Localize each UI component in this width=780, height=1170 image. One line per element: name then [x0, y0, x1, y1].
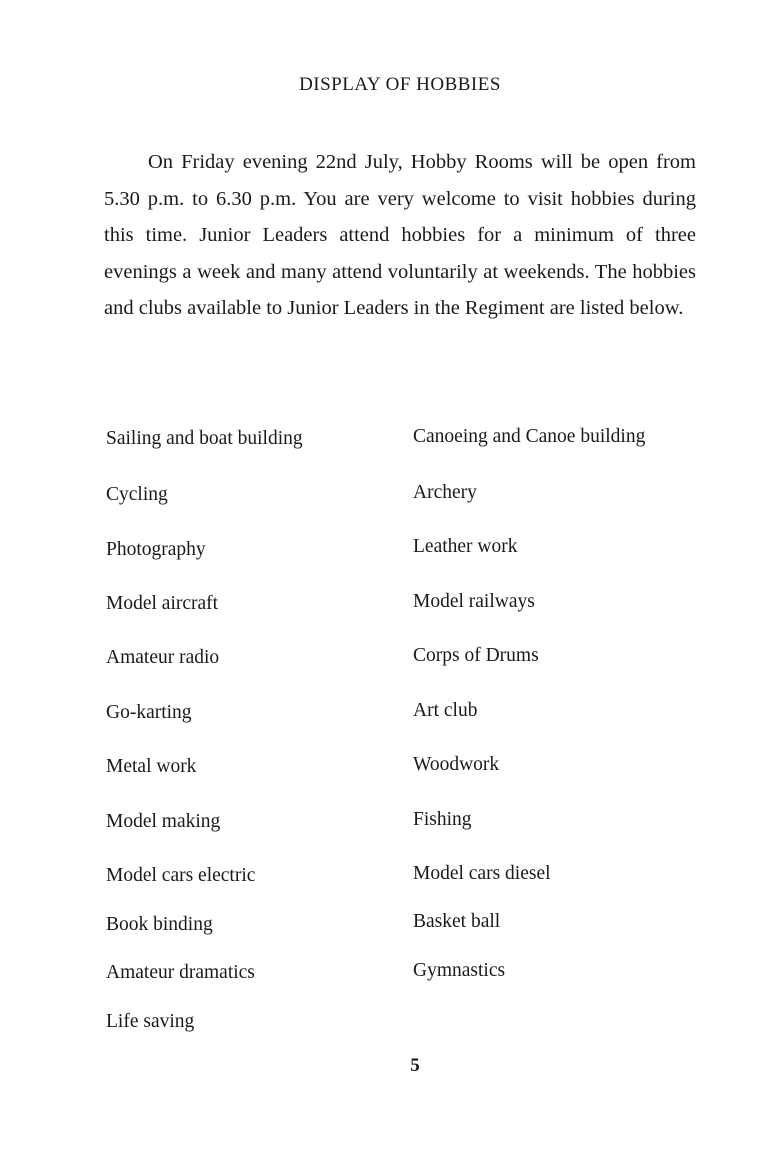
hobby-item: Book binding — [106, 914, 213, 935]
hobby-item: Leather work — [413, 536, 518, 557]
hobby-item: Model cars electric — [106, 865, 256, 886]
hobby-item: Go-karting — [106, 702, 192, 723]
hobby-item: Model aircraft — [106, 593, 219, 614]
hobby-item: Corps of Drums — [413, 645, 539, 666]
hobby-item: Amateur radio — [106, 647, 220, 668]
hobby-item: Amateur dramatics — [106, 962, 255, 983]
hobby-item: Woodwork — [413, 754, 500, 775]
hobby-item: Photography — [106, 539, 206, 560]
page-title: DISPLAY OF HOBBIES — [299, 74, 501, 95]
hobby-item: Cycling — [106, 484, 168, 505]
hobby-item: Metal work — [106, 756, 197, 777]
hobby-item: Canoeing and Canoe building — [413, 426, 646, 447]
hobby-item: Art club — [413, 700, 478, 721]
hobby-item: Model making — [106, 811, 221, 832]
hobby-item: Sailing and boat building — [106, 428, 303, 449]
hobby-item: Model cars diesel — [413, 863, 551, 884]
hobby-item: Life saving — [106, 1011, 195, 1032]
intro-paragraph — [104, 144, 696, 327]
page-number: 5 — [410, 1055, 420, 1076]
hobby-item: Basket ball — [413, 911, 501, 932]
hobby-item: Gymnastics — [413, 960, 506, 981]
hobby-item: Archery — [413, 482, 477, 503]
intro-text: On Friday evening 22nd July, Hobby Rooms will be open from 5.30 p.m. to 6.30 p.m. You are very welcome to visit hobbies during this time. Junior Leaders attend hobbies for a minimum of three evenings a week and many attend voluntarily at weekends. The hobbies and clubs available to Junior Leaders in the Regiment are listed below. — [104, 151, 696, 320]
hobby-item: Fishing — [413, 809, 472, 830]
hobby-item: Model railways — [413, 591, 535, 612]
